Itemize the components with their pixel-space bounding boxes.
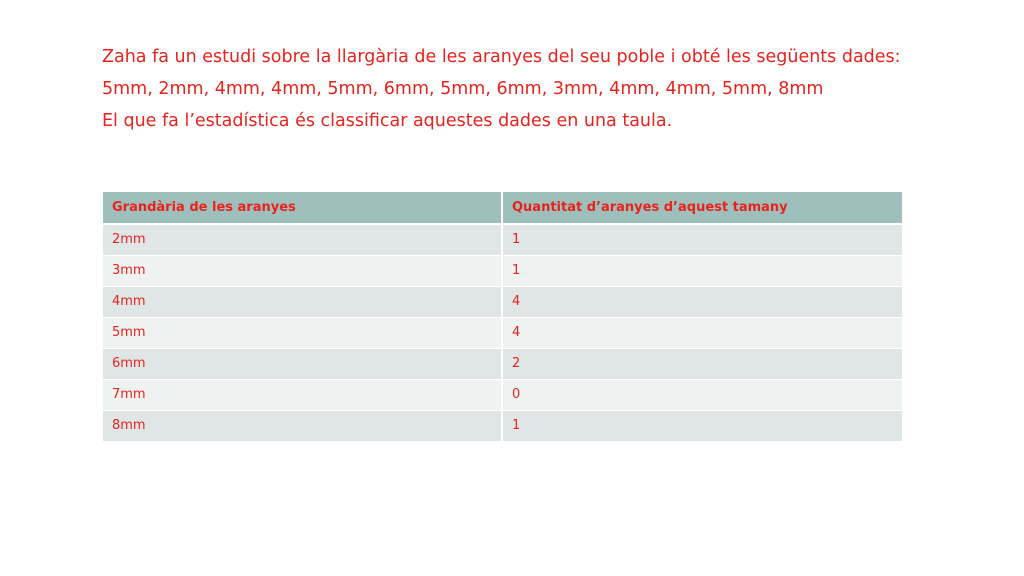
count-cell: 0 [502, 379, 902, 410]
size-cell: 8mm [103, 410, 502, 441]
size-cell: 3mm [103, 255, 502, 286]
size-cell: 7mm [103, 379, 502, 410]
size-cell: 6mm [103, 348, 502, 379]
count-cell: 2 [502, 348, 902, 379]
size-cell: 5mm [103, 317, 502, 348]
table-row [103, 379, 902, 410]
table-row [103, 317, 902, 348]
frequency-table [103, 192, 902, 442]
table-row [103, 348, 902, 379]
intro-paragraph-1: Zaha fa un estudi sobre la llargària de les aranyes del seu poble i obté les següents dades: [102, 47, 901, 67]
count-cell: 1 [502, 410, 902, 441]
table-header-row [103, 192, 902, 224]
count-cell: 4 [502, 286, 902, 317]
table-row [103, 224, 902, 255]
data-list: 5mm, 2mm, 4mm, 4mm, 5mm, 6mm, 5mm, 6mm, 3mm, 4mm, 4mm, 5mm, 8mm [102, 79, 824, 99]
count-cell: 1 [502, 224, 902, 255]
table-row [103, 410, 902, 441]
table-row [103, 286, 902, 317]
intro-paragraph-2: El que fa l’estadística és classificar aquestes dades en una taula. [102, 111, 673, 131]
header-spider-size: Grandària de les aranyes [103, 192, 502, 224]
count-cell: 1 [502, 255, 902, 286]
intro-text [102, 45, 912, 133]
header-spider-count: Quantitat d’aranyes d’aquest tamany [502, 192, 902, 224]
size-cell: 4mm [103, 286, 502, 317]
size-cell: 2mm [103, 224, 502, 255]
table-row [103, 255, 902, 286]
count-cell: 4 [502, 317, 902, 348]
